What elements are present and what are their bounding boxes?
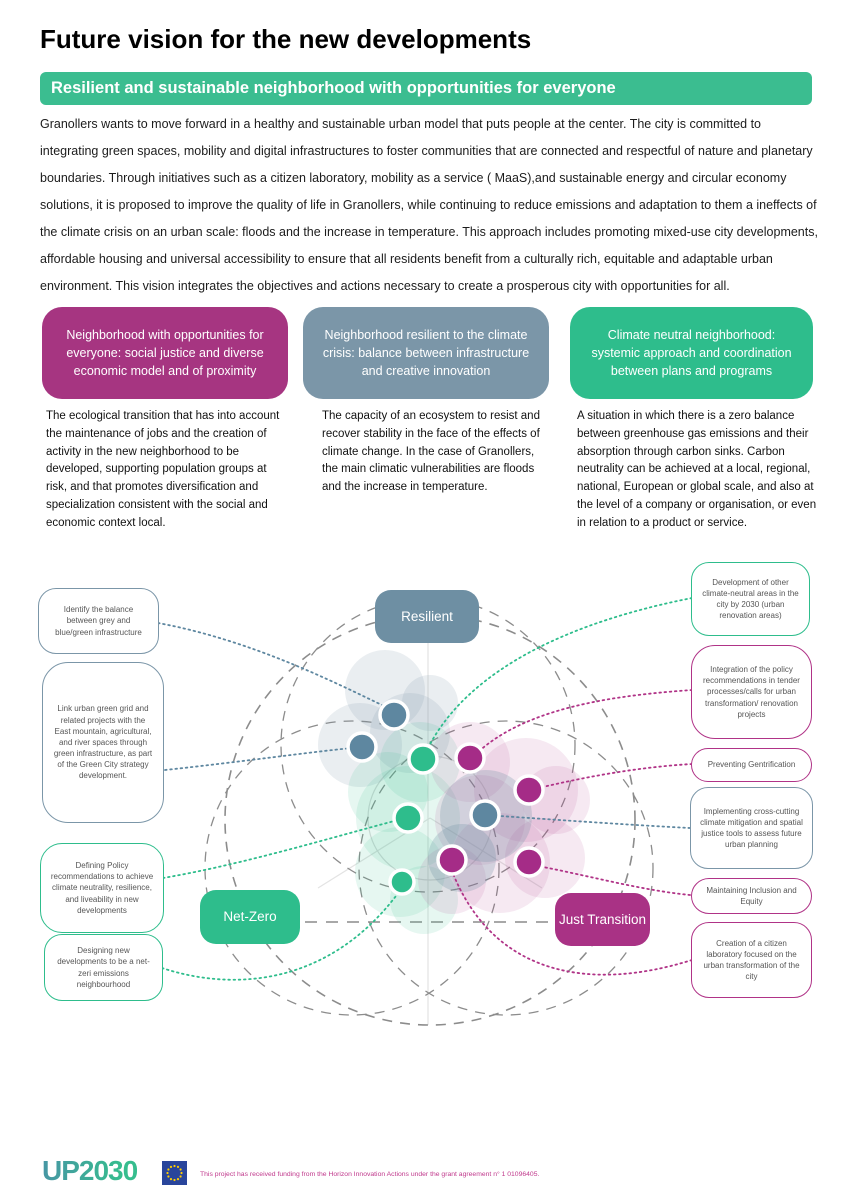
diagram-node-resilient-label: Resilient bbox=[401, 608, 453, 624]
funding-note: This project has received funding from the Horizon Innovation Actions under the grant agreement n° 1 01096405. bbox=[200, 1171, 540, 1178]
callout-integration-policy bbox=[691, 645, 812, 739]
callout-preventing-gentrification bbox=[691, 748, 812, 782]
dot-implementing-cross-cutting-tools bbox=[471, 801, 499, 829]
callout-link-green-grid bbox=[42, 662, 164, 823]
intro-paragraph: Granollers wants to move forward in a healthy and sustainable urban model that puts people at the center. The city is committed to integrating green spaces, mobility and digital infrastructures to foster communities that are connected and respectful of nature and planetary boundaries. Through initiatives such as a citizen laboratory, mobility as a service ( MaaS),and sustainable energy and circular economy solutions, it is proposed to improve the quality of life in Granollers, while continuing to reduce emissions and adaptation to them a ineffects of the climate crisis on an urban scale: floods and the increase in temperature. This approach includes promoting mixed-use city developments, affordable housing and universal accessibility to ensure that all residents benefit from a culturally rich, equitable and adaptable urban environment. This vision integrates the objectives and actions necessary to create a prosperous city with opportunities for all. bbox=[40, 117, 818, 293]
callout-identify-balance bbox=[38, 588, 159, 654]
callout-maintaining-inclusion-text: Maintaining Inclusion and Equity bbox=[706, 885, 797, 906]
subtitle-banner-label: Resilient and sustainable neighborhood with opportunities for everyone bbox=[51, 79, 616, 97]
dot-maintaining-inclusion-equity bbox=[515, 848, 543, 876]
pillar-card-opportunities bbox=[42, 307, 288, 399]
callout-development-areas bbox=[691, 562, 810, 636]
diagram-node-net-zero bbox=[200, 890, 300, 944]
dot-defining-policy-recommendations bbox=[394, 804, 422, 832]
callout-defining-policy-text: Defining Policy recommendations to achieve climate neutrality, resilience, and liveability in new developments bbox=[50, 861, 154, 915]
diagram-node-just-transition-label: Just Transition bbox=[558, 911, 647, 927]
page-title: Future vision for the new developments bbox=[40, 24, 532, 54]
callout-defining-policy bbox=[40, 843, 164, 933]
callout-link-green-grid-text: Link urban green grid and related projects with the East mountain, agricultural, and river spaces through green infrastructure, as part of the Green City strategy development. bbox=[53, 704, 153, 781]
pillar-card-climate-neutral-title: Climate neutral neighborhood: systemic approach and coordination between plans and programs bbox=[591, 327, 792, 379]
up2030-logo: UP2030 bbox=[42, 1155, 138, 1186]
dot-development-climate-neutral-areas bbox=[409, 745, 437, 773]
dot-identify-grey-blue-green-balance bbox=[380, 701, 408, 729]
eu-flag-icon bbox=[162, 1161, 187, 1185]
callout-integration-policy-text: Integration of the policy recommendations in tender processes/calls for urban transformation/ renovation projects bbox=[703, 665, 800, 719]
pillar-card-resilient-title: Neighborhood resilient to the climate crisis: balance between infrastructure and creative innovation bbox=[322, 327, 530, 379]
callout-designing-netzero-text: Designing new developments to be a net-zeri emissions neighbourhood bbox=[57, 946, 150, 989]
dot-citizen-laboratory bbox=[438, 846, 466, 874]
callout-citizen-laboratory-text: Creation of a citizen laboratory focused on the urban transformation of the city bbox=[703, 938, 800, 982]
pillar-description-climate-neutral: A situation in which there is a zero balance between greenhouse gas emissions and their absorption through carbon sinks. Carbon neutrality can be achieved at a local, regional, national, European or global scale, and also at the level of a company or organisation, or even in relation to a product or service. bbox=[577, 410, 817, 529]
callout-citizen-laboratory bbox=[691, 922, 812, 998]
diagram-node-resilient bbox=[375, 590, 479, 643]
dot-preventing-gentrification bbox=[515, 776, 543, 804]
callout-development-areas-text: Development of other climate-neutral areas in the city by 2030 (urban renovation areas) bbox=[702, 577, 799, 621]
dot-link-urban-green-grid bbox=[348, 733, 376, 761]
diagram-node-net-zero-label: Net-Zero bbox=[223, 909, 277, 925]
pillar-card-climate-neutral bbox=[570, 307, 813, 399]
dot-integration-policy-recommendations bbox=[456, 744, 484, 772]
callout-maintaining-inclusion bbox=[691, 878, 812, 914]
callout-identify-balance-text: Identify the balance between grey and blue/green infrastructure bbox=[55, 605, 142, 637]
pillar-card-resilient bbox=[303, 307, 549, 399]
pillar-description-resilient: The capacity of an ecosystem to resist and recover stability in the face of the effects of climate change. In the case of Granollers, the main climatic vulnerabilities are floods and the increase in temperature. bbox=[322, 410, 540, 494]
pillar-card-opportunities-title: Neighborhood with opportunities for everyone: social justice and diverse economic model and of proximity bbox=[66, 327, 264, 379]
pillar-description-opportunities: The ecological transition that has into account the maintenance of jobs and the creation of activity in the new neighborhood to be developed, supporting population groups at risk, and that promotes diversification and specialization consistent with the social and economic context local. bbox=[46, 410, 280, 529]
callout-preventing-gentrification-text: Preventing Gentrification bbox=[707, 760, 796, 770]
diagram-node-just-transition bbox=[555, 893, 650, 946]
dot-designing-net-zero-developments bbox=[390, 870, 414, 894]
callout-designing-netzero bbox=[44, 934, 163, 1001]
subtitle-banner bbox=[40, 72, 812, 105]
callout-implementing-tools bbox=[690, 787, 813, 869]
callout-implementing-tools-text: Implementing cross-cutting climate mitigation and spatial justice tools to assess future urban planning bbox=[700, 806, 803, 850]
